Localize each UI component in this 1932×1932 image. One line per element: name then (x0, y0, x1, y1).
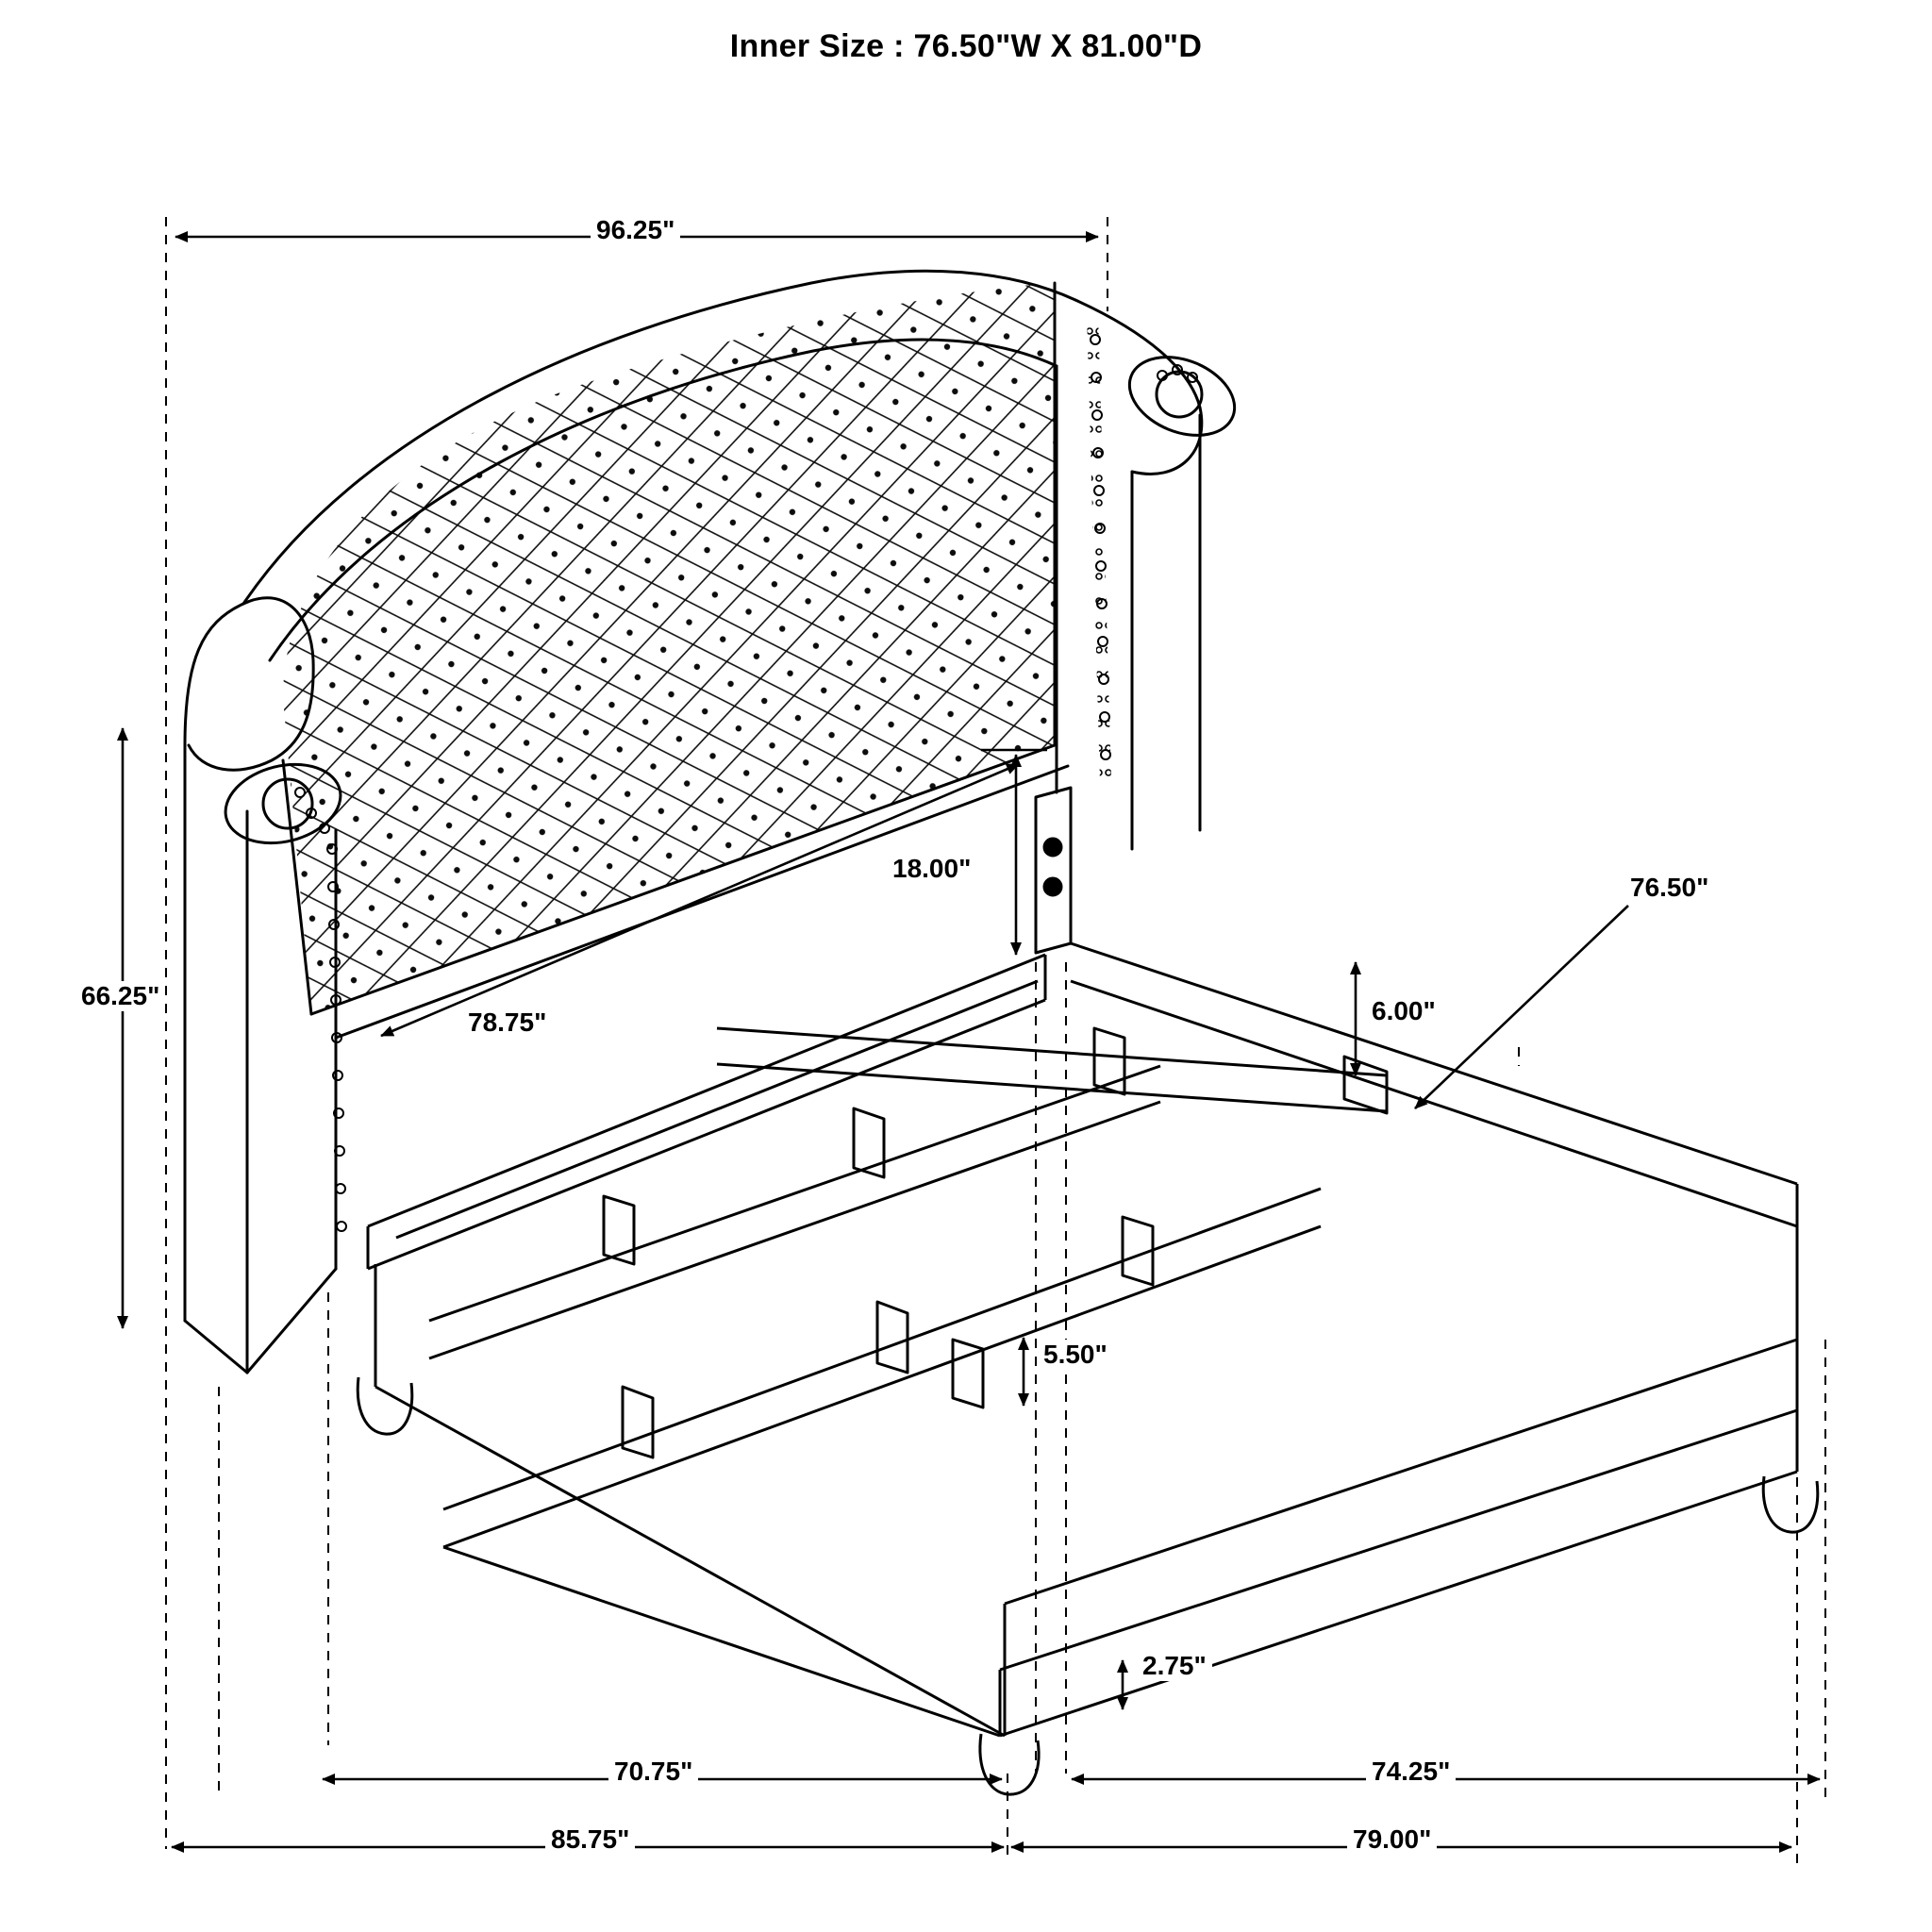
dim-label-right-depth: 74.25" (1366, 1757, 1456, 1787)
dim-label-overall-width-top: 96.25" (591, 215, 680, 245)
dim-label-left-overall: 85.75" (545, 1824, 635, 1855)
page-title: Inner Size : 76.50"W X 81.00"D (729, 28, 1203, 64)
dim-label-right-overall: 79.00" (1347, 1824, 1437, 1855)
dim-label-foot-clearance: 2.75" (1137, 1651, 1212, 1681)
dim-label-rail-to-slat: 6.00" (1366, 996, 1441, 1026)
dim-label-overall-height-left: 66.25" (75, 981, 165, 1011)
dim-label-headboard-panel-width: 78.75" (462, 1008, 552, 1038)
dim-label-inner-width-callout: 76.50" (1624, 873, 1714, 903)
dim-label-left-depth: 70.75" (608, 1757, 698, 1787)
dim-label-headboard-to-rail: 18.00" (887, 854, 976, 884)
dim-label-slat-support-height: 5.50" (1038, 1340, 1113, 1370)
